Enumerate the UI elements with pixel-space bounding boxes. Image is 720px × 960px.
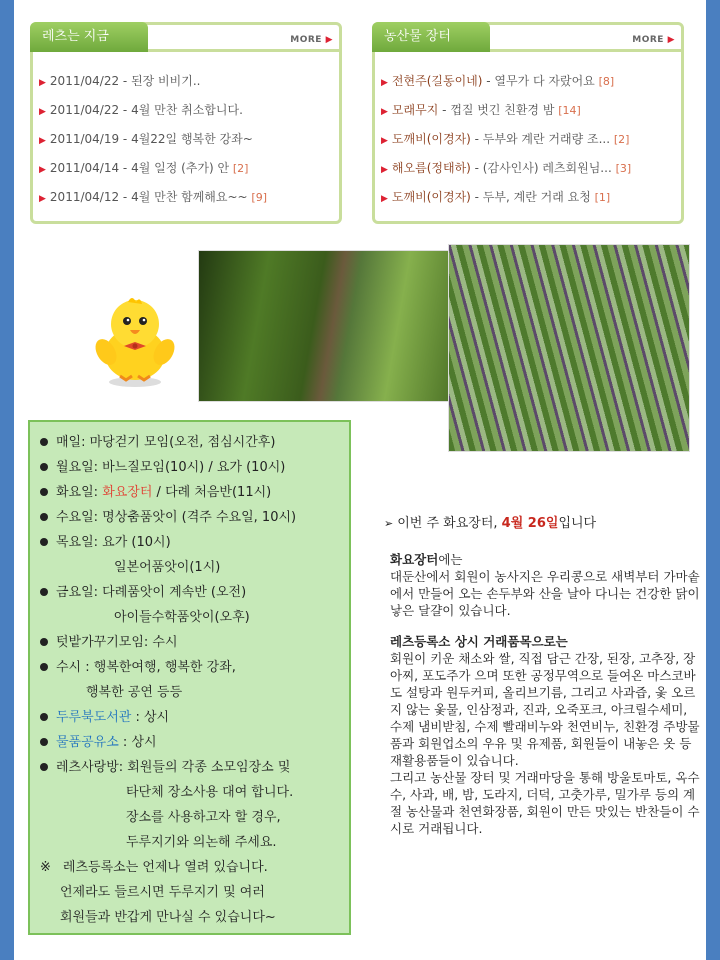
post-author: 도깨비(이경자) — [391, 132, 471, 146]
schedule-row — [38, 505, 343, 530]
list-item[interactable]: ▶ 2011/04/22 - 4월 만찬 취소합니다. — [39, 103, 243, 117]
comment-count: [2] — [232, 162, 249, 175]
bullet-dot-icon — [40, 513, 48, 521]
post-title[interactable]: 4월 만찬 취소합니다. — [131, 103, 243, 117]
schedule-text: 두루지기와 의논해 주세요. — [126, 835, 277, 850]
list-item[interactable] — [381, 96, 675, 125]
page — [14, 0, 706, 960]
post-date: 2011/04/22 — [49, 74, 120, 88]
schedule-row — [38, 880, 343, 905]
schedule-row — [38, 430, 343, 455]
schedule-text: / 다례 처음반(11시) — [152, 485, 272, 500]
post-title[interactable]: 4월 만찬 함께해요~~ — [131, 190, 248, 204]
headline-text: 입니다 — [558, 516, 597, 531]
bullet-dot-icon — [40, 638, 48, 646]
comment-count: [1] — [594, 191, 611, 204]
list-item[interactable]: ▶ 2011/04/12 - 4월 만찬 함께해요~~ [9] — [39, 190, 268, 204]
more-label: MORE — [290, 35, 322, 45]
bullet-dot-icon — [40, 738, 48, 746]
field-photo-1 — [198, 250, 456, 402]
schedule-text: 금요일: 다례품앗이 계속반 (오전) — [56, 585, 247, 600]
bullet-dot-icon — [40, 763, 48, 771]
schedule-text: 수시 : 행복한여행, 행복한 강좌, — [56, 660, 236, 675]
schedule-text: 월요일: 바느질모임(10시) / 요가 (10시) — [56, 460, 286, 475]
bullet-dot-icon — [40, 488, 48, 496]
schedule-text: 매일: 마당걷기 모임(오전, 점심시간후) — [56, 435, 276, 450]
schedule-text: 아이들수학품앗이(오후) — [114, 610, 250, 625]
comment-count: [2] — [613, 133, 630, 146]
schedule-text: 회원들과 반갑게 만나실 수 있습니다~ — [60, 910, 276, 925]
post-title[interactable]: 4월22일 행복한 강좌~ — [131, 132, 253, 146]
schedule-text: : 상시 — [131, 710, 170, 725]
post-date: 2011/04/14 — [49, 161, 120, 175]
post-author: 도깨비(이경자) — [391, 190, 471, 204]
bullet-arrow-icon: ▶ — [39, 107, 46, 117]
market-highlight: 화요장터 — [102, 485, 153, 500]
closing-body: 그리고 농산물 장터 및 거래마당을 통해 방울토마토, 옥수수, 사과, 배, 밤, 도라지, 더덕, 고춧가루, 밀가루 등의 계절 농산물과 천연화장품, 회원이 만든 맛있는 반찬들이 수시로 거래됩니다. — [390, 770, 700, 836]
bullet-arrow-icon: ▶ — [39, 78, 46, 88]
list-item[interactable] — [381, 154, 675, 183]
more-label: MORE — [632, 35, 664, 45]
bullet-arrow-icon: ▶ — [39, 194, 46, 204]
more-arrow-icon: ▶ — [667, 35, 675, 45]
comment-count: [3] — [615, 162, 632, 175]
bullet-dot-icon — [40, 538, 48, 546]
bullet-dot-icon — [40, 713, 48, 721]
comment-count: [9] — [251, 191, 268, 204]
list-item[interactable]: ▶ 2011/04/22 - 된장 비비기.. — [39, 74, 201, 88]
tab-market[interactable]: 농산물 장터 — [372, 22, 490, 52]
schedule-text: 레츠사랑방: 회원들의 각종 소모임장소 및 — [56, 760, 291, 775]
bullet-arrow-icon: ▶ — [39, 165, 46, 175]
bullet-arrow-icon: ▶ — [381, 136, 388, 146]
bullet-dot-icon — [40, 438, 48, 446]
schedule-row — [38, 755, 343, 780]
bullet-arrow-icon: ▶ — [381, 194, 388, 204]
bullet-arrow-icon: ▶ — [39, 136, 46, 146]
schedule-text: 텃밭가꾸기모임: 수시 — [56, 635, 178, 650]
list-item[interactable] — [381, 125, 675, 154]
headline-text: 이번 주 화요장터, — [397, 516, 502, 531]
arrow-right-icon: ➢ — [384, 517, 394, 530]
note-mark: ※ — [40, 860, 51, 875]
list-item[interactable] — [381, 183, 675, 212]
market-board — [372, 22, 684, 224]
now-list — [39, 67, 333, 212]
library-link[interactable]: 두루북도서관 — [56, 710, 132, 725]
schedule-row — [38, 855, 343, 880]
schedule-row — [38, 455, 343, 480]
post-title[interactable]: - (감사인사) 레츠회원님... — [470, 161, 612, 175]
schedule-text: 언제라도 들르시면 두루지기 및 여러 — [60, 885, 265, 900]
post-title[interactable]: - 두부와 계란 거래량 조... — [470, 132, 611, 146]
schedule-row — [38, 780, 343, 805]
schedule-text: 행복한 공연 등등 — [86, 685, 183, 700]
schedule-text: 수요일: 명상춤품앗이 (격주 수요일, 10시) — [56, 510, 297, 525]
post-title[interactable]: - 두부, 계란 거래 요청 — [470, 190, 591, 204]
post-date: 2011/04/12 — [49, 190, 120, 204]
headline-date: 4월 26일 — [501, 516, 559, 531]
registry-title: 레츠등록소 상시 거래품목으로는 — [390, 634, 568, 649]
schedule-row — [38, 830, 343, 855]
list-item[interactable]: ▶ 2011/04/19 - 4월22일 행복한 강좌~ — [39, 132, 253, 146]
schedule-row — [38, 630, 343, 655]
post-author: 해오름(정태하) — [391, 161, 471, 175]
tab-now[interactable]: 레츠는 지금 — [30, 22, 148, 52]
schedule-text: 화요일: — [56, 485, 103, 500]
schedule-row — [38, 680, 343, 705]
schedule-box — [28, 420, 351, 935]
tab-underline — [148, 49, 339, 52]
schedule-row — [38, 905, 343, 930]
schedule-text: 레츠등록소는 언제나 열려 있습니다. — [62, 860, 268, 875]
post-date: 2011/04/19 — [49, 132, 120, 146]
more-link-now[interactable] — [290, 35, 333, 45]
schedule-row — [38, 655, 343, 680]
market-title: 화요장터 — [390, 552, 439, 567]
bullet-dot-icon — [40, 663, 48, 671]
schedule-row — [38, 480, 343, 505]
now-board — [30, 22, 342, 224]
post-author: 모래무지 — [391, 103, 439, 117]
schedule-text: 장소를 사용하고자 할 경우, — [126, 810, 281, 825]
market-list — [381, 67, 675, 212]
tab-underline — [490, 49, 681, 52]
more-arrow-icon: ▶ — [325, 35, 333, 45]
schedule-row — [38, 805, 343, 830]
list-item[interactable] — [381, 67, 675, 96]
registry-paragraph — [384, 633, 700, 837]
more-link-market[interactable] — [632, 35, 675, 45]
post-author: 전현주(길동이네) — [391, 74, 483, 88]
announcement-headline — [384, 512, 700, 531]
post-title[interactable]: 된장 비비기.. — [131, 74, 201, 88]
comment-count: [14] — [558, 104, 581, 117]
schedule-text: 타단체 장소사용 대여 합니다. — [126, 785, 294, 800]
post-date: 2011/04/22 — [49, 103, 120, 117]
bullet-dot-icon — [40, 463, 48, 471]
bullet-arrow-icon: ▶ — [381, 165, 388, 175]
list-item[interactable]: ▶ 2011/04/14 - 4월 일정 (추가) 안 [2] — [39, 161, 249, 175]
post-title[interactable]: 4월 일정 (추가) 안 — [131, 161, 230, 175]
market-title-suffix: 에는 — [438, 552, 463, 567]
registry-body: 회원이 키운 채소와 쌀, 직접 담근 간장, 된장, 고추장, 장아찌, 포도주가 으며 또한 공정무역으로 들여온 마스코바도 설탕과 원두커피, 올리브기름, 그리고 사과즙, 옻 오르지 않는 옻물, 인삼정과, 진과, 오죽포크, 아크릴수세미, 수제 냄비받침, 수제 빨래비누와 천연비누, 친환경 주방물품과 회원업소의 우유 및 유제품, 회원들이 내놓은 옷 등 재활용품들이 있습니다. — [390, 651, 700, 768]
comment-count: [8] — [598, 75, 615, 88]
post-title[interactable]: - 껍질 벗긴 친환경 밤 — [438, 103, 555, 117]
schedule-text: 일본어품앗이(1시) — [114, 560, 221, 575]
bullet-dot-icon — [40, 588, 48, 596]
schedule-row — [38, 605, 343, 630]
market-body: 대둔산에서 회원이 농사지은 우리콩으로 새벽부터 가마솥에서 만들어 오는 손두부와 산을 날아 다니는 건강한 닭이 낳은 달걀이 있습니다. — [390, 569, 700, 618]
announcement — [384, 512, 700, 851]
post-title[interactable]: - 열무가 다 자랐어요 — [482, 74, 595, 88]
market-paragraph — [384, 551, 700, 619]
schedule-row — [38, 555, 343, 580]
bullet-arrow-icon: ▶ — [381, 107, 388, 117]
schedule-row — [38, 580, 343, 605]
schedule-row — [38, 730, 343, 755]
schedule-row — [38, 530, 343, 555]
bullet-arrow-icon: ▶ — [381, 78, 388, 88]
schedule-text: 목요일: 요가 (10시) — [56, 535, 171, 550]
share-link[interactable]: 물품공유소 — [56, 735, 119, 750]
schedule-text: : 상시 — [118, 735, 157, 750]
field-photo-2 — [448, 244, 690, 452]
chick-mascot-icon — [90, 294, 180, 389]
schedule-row — [38, 705, 343, 730]
